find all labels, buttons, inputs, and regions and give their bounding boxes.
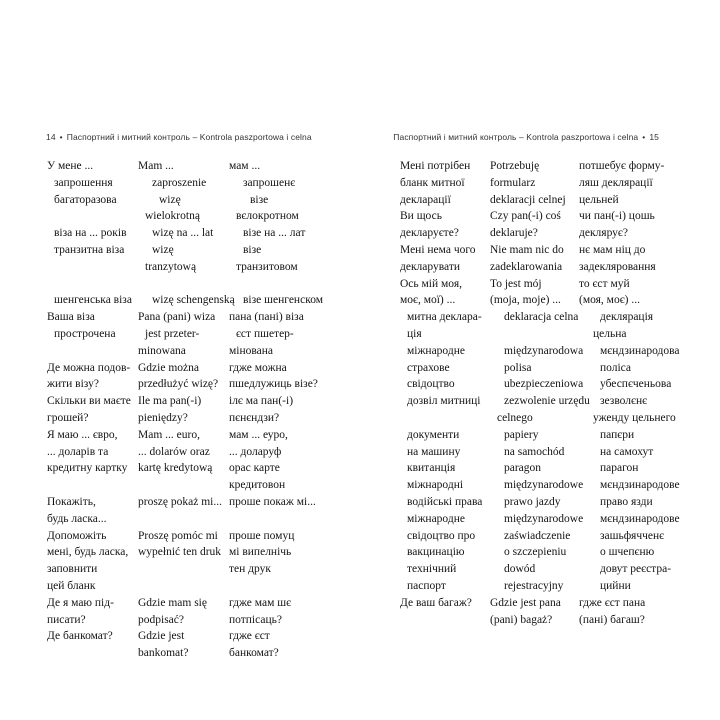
phrase-row [47,477,346,494]
polish-phrase: papiery [504,428,539,441]
ukrainian-phrase: шенгенська віза [54,294,132,307]
transliteration: орас карте [229,462,280,475]
ukrainian-phrase: багаторазова [54,193,117,206]
transliteration: задекляровання [579,260,656,273]
phrase-row [400,175,704,192]
polish-phrase: Potrzebuję [490,160,540,172]
transliteration: візе шенгенском [243,294,324,307]
transliteration: мєндзинародове [600,512,680,525]
polish-phrase: jest przeter- [145,327,200,340]
phrase-row [47,259,346,276]
ukrainian-phrase: свідоцтво про [407,529,476,542]
transliteration: вєлокротном [236,210,299,223]
phrase-row [47,309,346,326]
polish-phrase: Mam ... euro, [138,428,200,441]
transliteration: запрошенє [243,176,296,189]
transliteration: гдже можна [229,361,287,374]
polish-phrase [138,477,229,494]
phrase-row [400,343,704,360]
transliteration: ілє ма пан(-і) [229,395,294,408]
ukrainian-phrase: дозвіл митниці [407,395,481,408]
phrase-row [400,460,704,477]
phrase-row [47,561,346,578]
ukrainian-phrase: міжнародне [407,512,465,525]
transliteration: пєнєндзи? [229,411,280,424]
phrase-row [400,309,704,326]
ukrainian-phrase: віза на ... років [54,227,127,240]
transliteration: деклярація [600,311,654,324]
polish-phrase [138,511,229,528]
transliteration: право язди [600,495,653,508]
ukrainian-phrase [47,259,138,276]
transliteration: мам ... еуро, [229,428,288,441]
transliteration: єст пшетер- [236,327,294,340]
transliteration: ляш деклярації [579,176,653,189]
polish-phrase: wypełnić ten druk [138,546,222,559]
polish-phrase: międzynarodowa [504,344,584,357]
polish-phrase: Nie mam nic do [490,243,564,256]
polish-phrase: zadeklarowania [490,260,563,273]
polish-phrase: deklaracji celnej [490,193,566,206]
transliteration: потшебує форму- [579,160,665,172]
phrase-row [47,393,346,410]
polish-phrase: rejestracyjny [504,579,564,592]
phrase-row [400,158,704,175]
polish-phrase: (pani) bagaż? [490,613,553,626]
phrase-row [47,242,346,259]
polish-phrase: o szczepieniu [504,546,567,559]
ukrainian-phrase: Де ваш багаж? [400,596,472,609]
polish-phrase: Czy pan(-i) coś [490,210,561,223]
ukrainian-phrase [47,645,138,662]
phrase-row [400,612,704,629]
polish-phrase: bankomat? [138,647,189,660]
ukrainian-phrase: ція [407,327,422,340]
transliteration: гдже єст пана [579,596,646,609]
polish-phrase: Ile ma pan(-i) [138,395,202,408]
header-bullet: • [642,132,646,142]
phrase-row [47,343,346,360]
transliteration: нє мам ніц до [579,243,646,256]
phrase-row [47,192,346,209]
transliteration: мєндзинародова [600,344,680,357]
polish-phrase: tranzytową [145,260,197,273]
transliteration: мінована [229,344,274,357]
polish-phrase: minowana [138,344,186,357]
transliteration: зашьфячченє [600,529,665,542]
ukrainian-phrase: моє, мої) ... [400,294,456,307]
transliteration [229,511,325,528]
ukrainian-phrase [400,612,490,629]
phrase-row [400,494,704,511]
transliteration: (пані) багаш? [579,613,645,626]
transliteration: мі випелнічь [229,546,292,559]
ukrainian-phrase: Допоможіть [47,529,107,542]
polish-phrase: Proszę pomóc mi [138,529,218,542]
ukrainian-phrase: вакцинацію [407,546,465,559]
phrase-row [400,544,704,561]
phrase-row [47,158,346,175]
ukrainian-phrase: Де я маю під- [47,596,114,609]
polish-phrase: przedłużyć wizę? [138,378,219,391]
transliteration [229,578,325,595]
polish-phrase: kartę kredytową [138,462,213,475]
phrase-row [47,225,346,242]
phrase-row [47,595,346,612]
polish-phrase: Gdzie jest [138,630,185,643]
transliteration: довут реєстра- [600,563,672,576]
ukrainian-phrase: транзитна віза [54,243,125,256]
left-header-title: Паспортний і митний контроль – Kontrola paszportowa i celna [66,132,312,142]
transliteration: проше покаж мі... [229,495,316,508]
transliteration: гдже мам шє [229,596,292,609]
transliteration: пана (пані) віза [229,311,304,324]
ukrainian-phrase: декларувати [400,260,460,273]
phrase-row [400,427,704,444]
ukrainian-phrase [47,343,138,360]
phrase-row [47,511,346,528]
phrase-row [47,410,346,427]
phrase-row [47,578,346,595]
transliteration: цийни [600,579,631,592]
ukrainian-phrase [47,208,138,225]
polish-phrase: na samochód [504,445,565,458]
polish-phrase: wizę [152,243,174,256]
polish-phrase: wielokrotną [145,210,200,223]
ukrainian-phrase: Де можна подов- [47,361,131,374]
phrase-row [47,292,346,309]
polish-phrase: celnego [497,411,533,424]
header-bullet: • [59,132,63,142]
polish-phrase: formularz [490,176,536,189]
phrase-row [400,292,704,309]
phrase-row [47,460,346,477]
phrase-row [47,175,346,192]
polish-phrase: ubezpieczeniowa [504,378,584,391]
polish-phrase: Mam ... [138,160,174,172]
phrase-row [400,477,704,494]
phrase-row [47,427,346,444]
ukrainian-phrase: мені, будь ласка, [47,546,129,559]
transliteration: о шчепєню [600,546,655,559]
ukrainian-phrase: жити візу? [47,378,99,391]
ukrainian-phrase: декларації [400,193,451,206]
transliteration: зезволєнє [600,395,648,408]
phrase-row [47,444,346,461]
left-page-number: 14 [46,132,56,142]
transliteration: (моя, моє) ... [579,294,640,307]
phrase-row [47,612,346,629]
phrase-row [400,326,704,343]
ukrainian-phrase: бланк митної [400,176,465,189]
transliteration: проше помуц [229,529,295,542]
polish-phrase: zaproszenie [152,176,207,189]
ukrainian-phrase: Ось мій моя, [400,277,463,290]
phrase-row [400,376,704,393]
transliteration: цельней [579,193,619,206]
right-running-header [393,132,659,142]
polish-phrase [138,561,229,578]
ukrainian-phrase: кредитну картку [47,462,128,475]
ukrainian-phrase: Де банкомат? [47,630,113,643]
transliteration: мам ... [229,160,261,172]
polish-phrase: proszę pokaż mi... [138,495,222,508]
ukrainian-phrase: У мене ... [47,160,94,172]
polish-phrase: wizę [159,193,181,206]
ukrainian-phrase: декларуєте? [400,227,459,240]
ukrainian-phrase: міжнародні [407,479,464,492]
ukrainian-phrase: Ваша віза [47,311,95,324]
phrase-row [400,276,704,293]
phrase-row [400,393,704,410]
polish-phrase: dowód [504,563,536,576]
right-phrase-table [400,158,704,628]
phrase-row [400,595,704,612]
ukrainian-phrase: документи [407,428,460,441]
phrase-row [400,511,704,528]
right-page-number: 15 [649,132,659,142]
polish-phrase: To jest mój [490,277,542,290]
ukrainian-phrase: страхове [407,361,450,374]
polish-phrase: Gdzie mam się [138,596,207,609]
polish-phrase: podpisać? [138,613,184,626]
transliteration: уженду цельнего [593,411,676,424]
phrase-row [47,494,346,511]
ukrainian-phrase: Покажіть, [47,495,96,508]
transliteration: поліса [600,361,632,374]
ukrainian-phrase: заповнити [47,563,98,576]
polish-phrase: ... dolarów oraz [138,445,210,458]
ukrainian-phrase: міжнародне [407,344,465,357]
polish-phrase: wizę na ... lat [152,227,214,240]
ukrainian-phrase: Я маю ... євро, [47,428,118,441]
phrase-row [400,208,704,225]
phrase-row [400,444,704,461]
phrase-row [47,528,346,545]
ukrainian-phrase: запрошення [54,176,113,189]
polish-phrase [497,326,586,343]
polish-phrase: pieniędzy? [138,411,188,424]
transliteration: папєри [600,428,635,441]
transliteration: пшедлужиць візе? [229,378,318,391]
right-header-title: Паспортний і митний контроль – Kontrola paszportowa i celna [393,132,639,142]
phrase-row [400,578,704,595]
ukrainian-phrase: митна деклара- [407,311,482,324]
transliteration: мєндзинародове [600,479,680,492]
phrase-row [400,225,704,242]
transliteration: банкомат? [229,647,279,660]
transliteration: візе [250,193,269,206]
polish-phrase: wizę schengenską [152,294,235,307]
ukrainian-phrase: на машину [407,445,461,458]
ukrainian-phrase: Скільки ви маєте [47,395,131,408]
phrase-row [47,645,346,662]
polish-phrase: Pana (pani) wiza [138,311,216,324]
polish-phrase: paragon [504,462,542,475]
polish-phrase: Gdzie jest pana [490,596,561,609]
phrase-row [47,544,346,561]
polish-phrase: deklaracja celna [504,311,579,324]
left-phrase-table [47,158,346,662]
left-running-header [46,132,312,142]
transliteration: ... доларуф [229,445,282,458]
polish-phrase: międzynarodowe [504,512,584,525]
right-page [360,0,720,720]
ukrainian-phrase [400,410,490,427]
transliteration: візе [243,243,262,256]
ukrainian-phrase: Мені нема чого [400,243,476,256]
polish-phrase: Gdzie można [138,361,199,374]
transliteration: парагон [600,462,639,475]
transliteration: на самохут [600,445,654,458]
ukrainian-phrase: будь ласка... [47,512,107,525]
transliteration: чи пан(-і) цошь [579,210,655,223]
polish-phrase: (moja, moje) ... [490,294,561,307]
ukrainian-phrase: Мені потрібен [400,160,471,172]
ukrainian-phrase: водійські права [407,495,483,508]
phrase-row [400,561,704,578]
polish-phrase: międzynarodowe [504,479,584,492]
phrase-row [47,628,346,645]
ukrainian-phrase: паспорт [407,579,446,592]
transliteration: цельна [593,327,627,340]
ukrainian-phrase [47,477,138,494]
transliteration: транзитовом [236,260,298,273]
ukrainian-phrase: ... доларів та [47,445,109,458]
polish-phrase [138,578,229,595]
phrase-row [400,360,704,377]
ukrainian-phrase: квитанція [407,462,456,475]
phrase-row [400,192,704,209]
transliteration: кредитовон [229,479,286,492]
polish-phrase: zezwolenie urzędu [504,395,590,408]
polish-phrase: deklaruje? [490,227,538,240]
transliteration: убеспєченьова [600,378,672,391]
phrase-row [400,528,704,545]
phrase-row [47,326,346,343]
ukrainian-phrase: Ви щось [400,210,442,223]
polish-phrase: prawo jazdy [504,495,561,508]
polish-phrase: polisa [504,361,532,374]
ukrainian-phrase: цей бланк [47,579,96,592]
phrase-row [400,259,704,276]
transliteration: візе на ... лат [243,227,306,240]
phrase-row [47,208,346,225]
phrase-row [400,410,704,427]
phrase-row [47,376,346,393]
phrase-row [47,360,346,377]
ukrainian-phrase: грошей? [47,411,89,424]
ukrainian-phrase: свідоцтво [407,378,455,391]
ukrainian-phrase: писати? [47,613,86,626]
phrase-row [400,242,704,259]
polish-phrase: zaświadczenie [504,529,571,542]
transliteration: то єст муй [579,277,630,290]
transliteration: деклярує? [579,227,628,240]
transliteration: тен друк [229,563,271,576]
transliteration: гдже єст [229,630,270,643]
ukrainian-phrase: прострочена [54,327,116,340]
ukrainian-phrase: технічний [407,563,457,576]
transliteration: потпісаць? [229,613,282,626]
